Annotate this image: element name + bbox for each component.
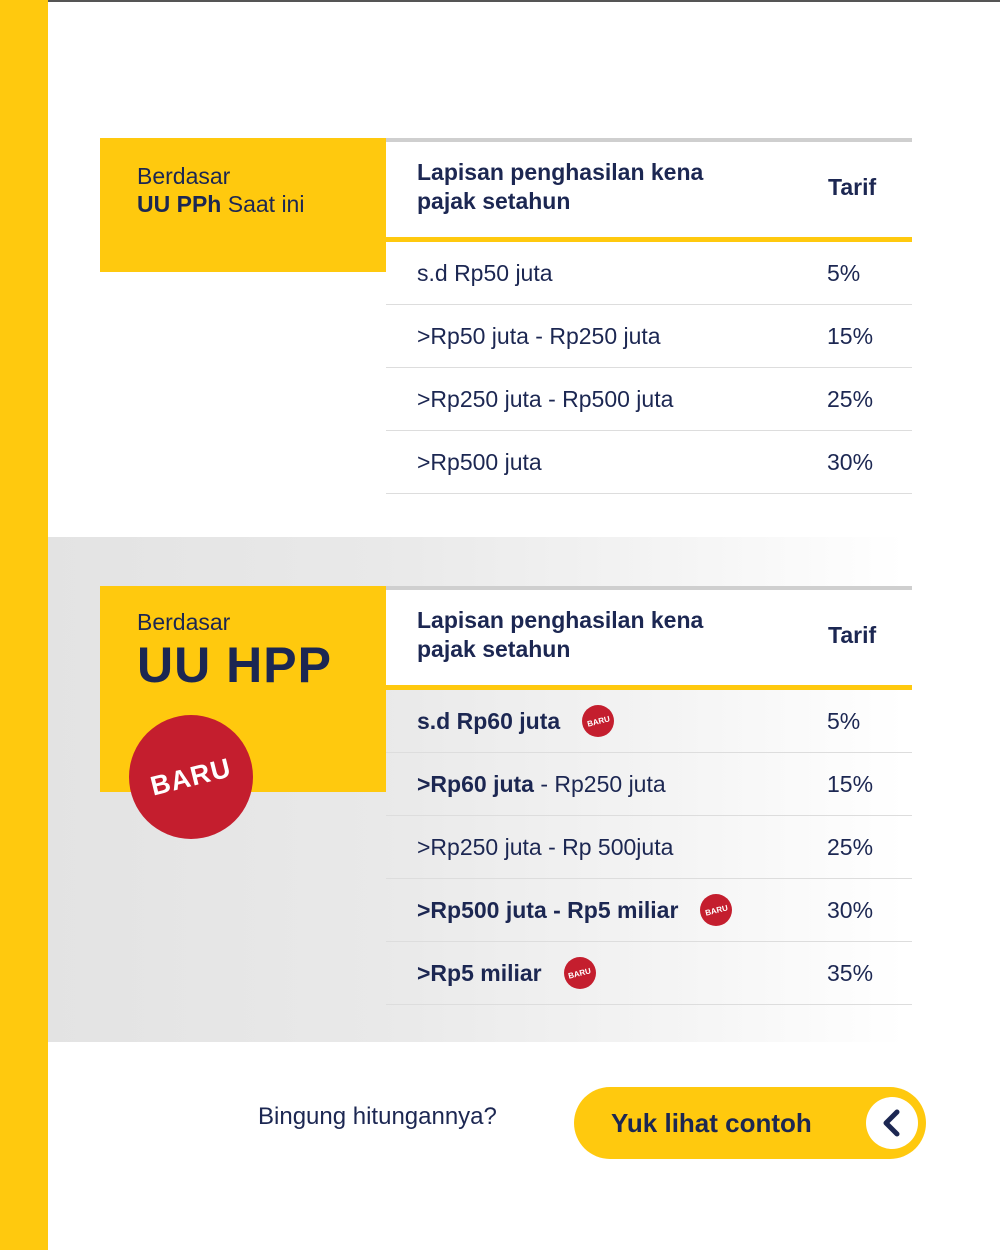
- current-law-prefix: Berdasar: [137, 163, 231, 189]
- table-row: [386, 942, 912, 1005]
- table-row: [386, 242, 912, 305]
- new-badge-small-text: BARU: [704, 902, 729, 918]
- bracket-cell: >Rp500 juta: [417, 448, 542, 475]
- table-row: [386, 753, 912, 816]
- side-accent-stripe: [0, 0, 48, 1250]
- table-header: [386, 138, 912, 242]
- header-rate: Tarif: [828, 622, 877, 648]
- bracket-cell: >Rp250 juta - Rp500 juta: [417, 385, 674, 412]
- rate-cell: 25%: [827, 385, 874, 412]
- bracket-cell: >Rp50 juta - Rp250 juta: [417, 322, 661, 349]
- bracket-bold-part: s.d Rp60 juta: [417, 707, 561, 734]
- table-row: [386, 690, 912, 753]
- header-income-bracket: Lapisan penghasilan kena pajak setahun: [417, 607, 704, 662]
- new-law-prefix: Berdasar: [137, 609, 231, 635]
- see-example-label: Yuk lihat contoh: [611, 1107, 812, 1138]
- table-row: [386, 879, 912, 942]
- header-rate: Tarif: [828, 174, 877, 200]
- new-law-name: UU HPP: [137, 637, 332, 693]
- new-badge-text: BARU: [147, 752, 235, 801]
- table-row: [386, 816, 912, 879]
- rate-cell: 5%: [827, 259, 861, 286]
- rate-cell: 30%: [827, 896, 874, 923]
- new-tax-table: [386, 586, 912, 1005]
- bracket-cell: [417, 879, 732, 941]
- table-row: [386, 305, 912, 368]
- new-badge-small: [564, 957, 596, 989]
- help-question: Bingung hitungannya?: [258, 1103, 497, 1130]
- current-law-label: [100, 138, 386, 272]
- rate-cell: 15%: [827, 322, 874, 349]
- bracket-cell: [417, 753, 666, 815]
- bracket-bold-part: >Rp500 juta - Rp5 miliar: [417, 896, 679, 923]
- header-income-bracket: Lapisan penghasilan kena pajak setahun: [417, 159, 704, 214]
- bracket-normal-part: >Rp250 juta - Rp 500juta: [417, 833, 674, 860]
- table-row: [386, 368, 912, 431]
- current-tax-table: [386, 138, 912, 494]
- rate-cell: 5%: [827, 707, 861, 734]
- current-law-name: [137, 190, 304, 218]
- new-badge-small-text: BARU: [567, 965, 592, 981]
- current-law-suffix: Saat ini: [221, 191, 305, 217]
- rate-cell: 15%: [827, 770, 874, 797]
- new-badge-small: [582, 705, 614, 737]
- bracket-cell: [417, 942, 596, 1004]
- new-badge: [129, 715, 253, 839]
- new-badge-small: [700, 894, 732, 926]
- bracket-cell: [417, 690, 614, 752]
- top-divider: [0, 0, 1000, 2]
- bracket-cell: [417, 816, 673, 878]
- rate-cell: 30%: [827, 448, 874, 475]
- table-header: [386, 586, 912, 690]
- bracket-bold-part: >Rp5 miliar: [417, 959, 542, 986]
- bracket-cell: s.d Rp50 juta: [417, 259, 553, 286]
- bracket-normal-part: - Rp250 juta: [533, 770, 666, 797]
- rate-cell: 35%: [827, 959, 874, 986]
- current-law-strong: UU PPh: [137, 191, 222, 217]
- table-row: [386, 431, 912, 494]
- rate-cell: 25%: [827, 833, 874, 860]
- new-badge-small-text: BARU: [585, 713, 611, 729]
- chevron-left-icon: [866, 1097, 918, 1149]
- see-example-button[interactable]: [574, 1087, 926, 1159]
- bracket-bold-part: >Rp60 juta: [417, 770, 534, 797]
